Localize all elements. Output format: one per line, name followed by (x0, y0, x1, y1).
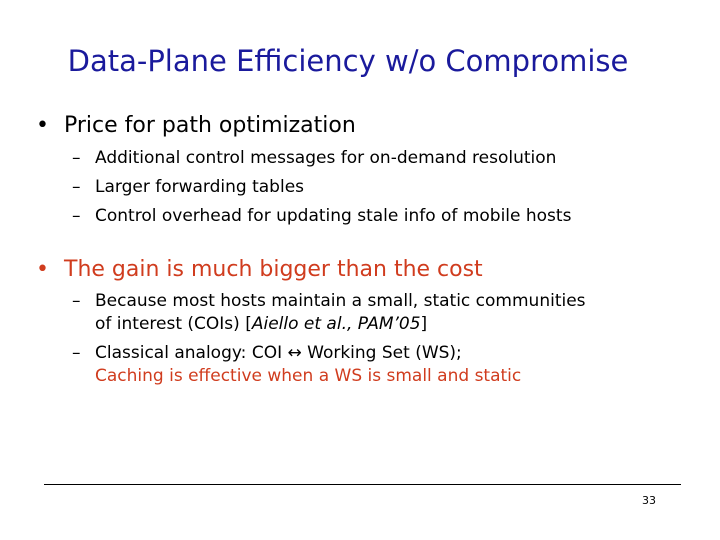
subitem-line-2-emphasis: Caching is effective when a WS is small and static (95, 366, 522, 386)
subitem-control-messages (72, 147, 556, 170)
dash-marker: – (72, 148, 81, 168)
subitem-text (95, 290, 586, 336)
subitem-line-1: Classical analogy: COI ↔ Working Set (WS); (95, 343, 462, 363)
subitem-text: Control overhead for updating stale info of mobile hosts (95, 206, 572, 226)
subitem-line-1: Because most hosts maintain a small, static communities (95, 291, 586, 311)
bullet-text: Price for path optimization (64, 113, 356, 138)
subitem-control-overhead (72, 205, 571, 228)
dash-marker: – (72, 343, 81, 363)
citation-prefix: of interest (COIs) [ (95, 314, 252, 334)
subitem-classical-analogy (72, 342, 521, 388)
subitem-text (95, 342, 521, 388)
dash-marker: – (72, 206, 81, 226)
bullet-marker: • (36, 257, 49, 282)
bullet-marker: • (36, 113, 49, 138)
subitem-text: Larger forwarding tables (95, 177, 305, 197)
footer-divider (44, 484, 681, 485)
citation-suffix: ] (420, 314, 428, 334)
page-number: 33 (642, 494, 656, 507)
bullet-price (36, 113, 356, 138)
subitem-text: Additional control messages for on-demand resolution (95, 148, 557, 168)
subitem-line-2 (95, 313, 586, 336)
bullet-gain (36, 257, 483, 282)
slide-title: Data-Plane Efficiency w/o Compromise (67, 44, 629, 78)
subitem-forwarding-tables (72, 176, 304, 199)
dash-marker: – (72, 291, 81, 311)
citation-reference: Aiello et al., PAM’05 (251, 314, 421, 334)
dash-marker: – (72, 177, 81, 197)
subitem-static-communities (72, 290, 586, 336)
bullet-text: The gain is much bigger than the cost (64, 257, 483, 282)
